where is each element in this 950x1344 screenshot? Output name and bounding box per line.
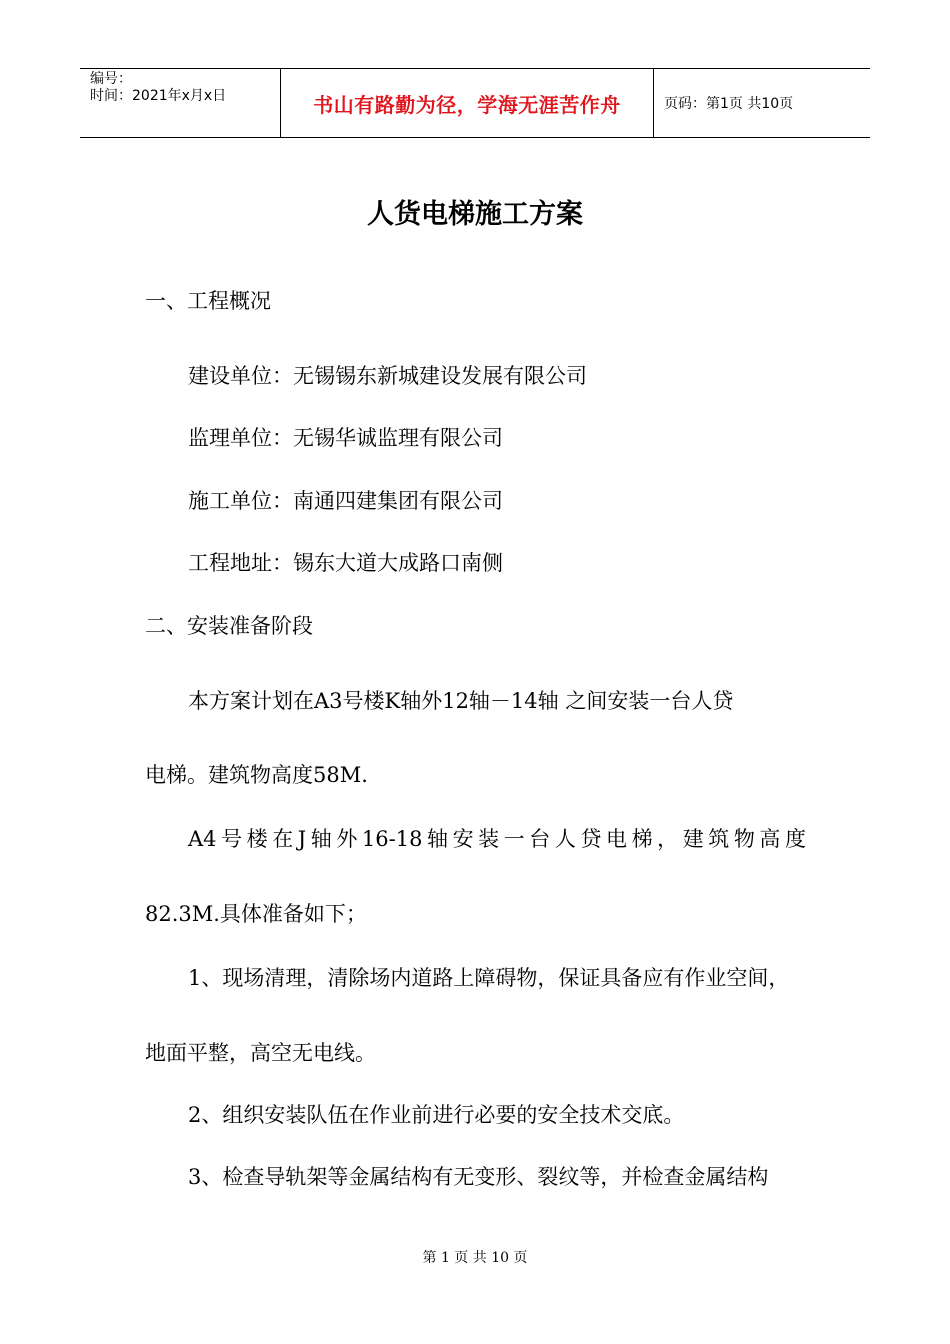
para1-line2: 电梯。建筑物高度58M. xyxy=(145,763,368,787)
supervise-unit: 监理单位：无锡华诚监理有限公司 xyxy=(188,426,503,450)
document-title: 人货电梯施工方案 xyxy=(367,199,583,230)
item3-line1: 3、检查导轨架等金属结构有无变形、裂纹等，并检查金属结构 xyxy=(188,1165,769,1189)
time-label: 时间：2021年x月x日 xyxy=(90,88,227,104)
section2-heading: 二、安装准备阶段 xyxy=(145,614,313,638)
item1-line2: 地面平整，高空无电线。 xyxy=(145,1041,376,1065)
header-page-cell xyxy=(654,69,870,137)
item1-line1: 1、现场清理，清除场内道路上障碍物，保证具备应有作业空间， xyxy=(188,966,790,990)
header-left-cell xyxy=(80,69,281,137)
page-footer: 第 1 页 共 10 页 xyxy=(422,1250,528,1266)
motto-text: 书山有路勤为径，学海无涯苦作舟 xyxy=(313,92,621,117)
document-header xyxy=(80,68,870,138)
page-code: 页码：第1页 共10页 xyxy=(664,96,794,112)
section1-heading: 一、工程概况 xyxy=(145,289,271,313)
number-label: 编号： xyxy=(90,71,132,87)
build-unit: 建设单位：无锡锡东新城建设发展有限公司 xyxy=(188,364,587,388)
item2: 2、组织安装队伍在作业前进行必要的安全技术交底。 xyxy=(188,1103,685,1127)
para2-line2: 82.3M.具体准备如下； xyxy=(145,902,367,926)
para1-line1: 本方案计划在A3号楼K轴外12轴－14轴 之间安装一台人贷 xyxy=(188,689,734,713)
construct-unit: 施工单位：南通四建集团有限公司 xyxy=(188,489,503,513)
para2-line1: A4号楼在J轴外16-18轴安装一台人贷电梯，建筑物高度 xyxy=(188,827,806,851)
project-address: 工程地址：锡东大道大成路口南侧 xyxy=(188,551,503,575)
header-motto-cell xyxy=(281,69,654,137)
